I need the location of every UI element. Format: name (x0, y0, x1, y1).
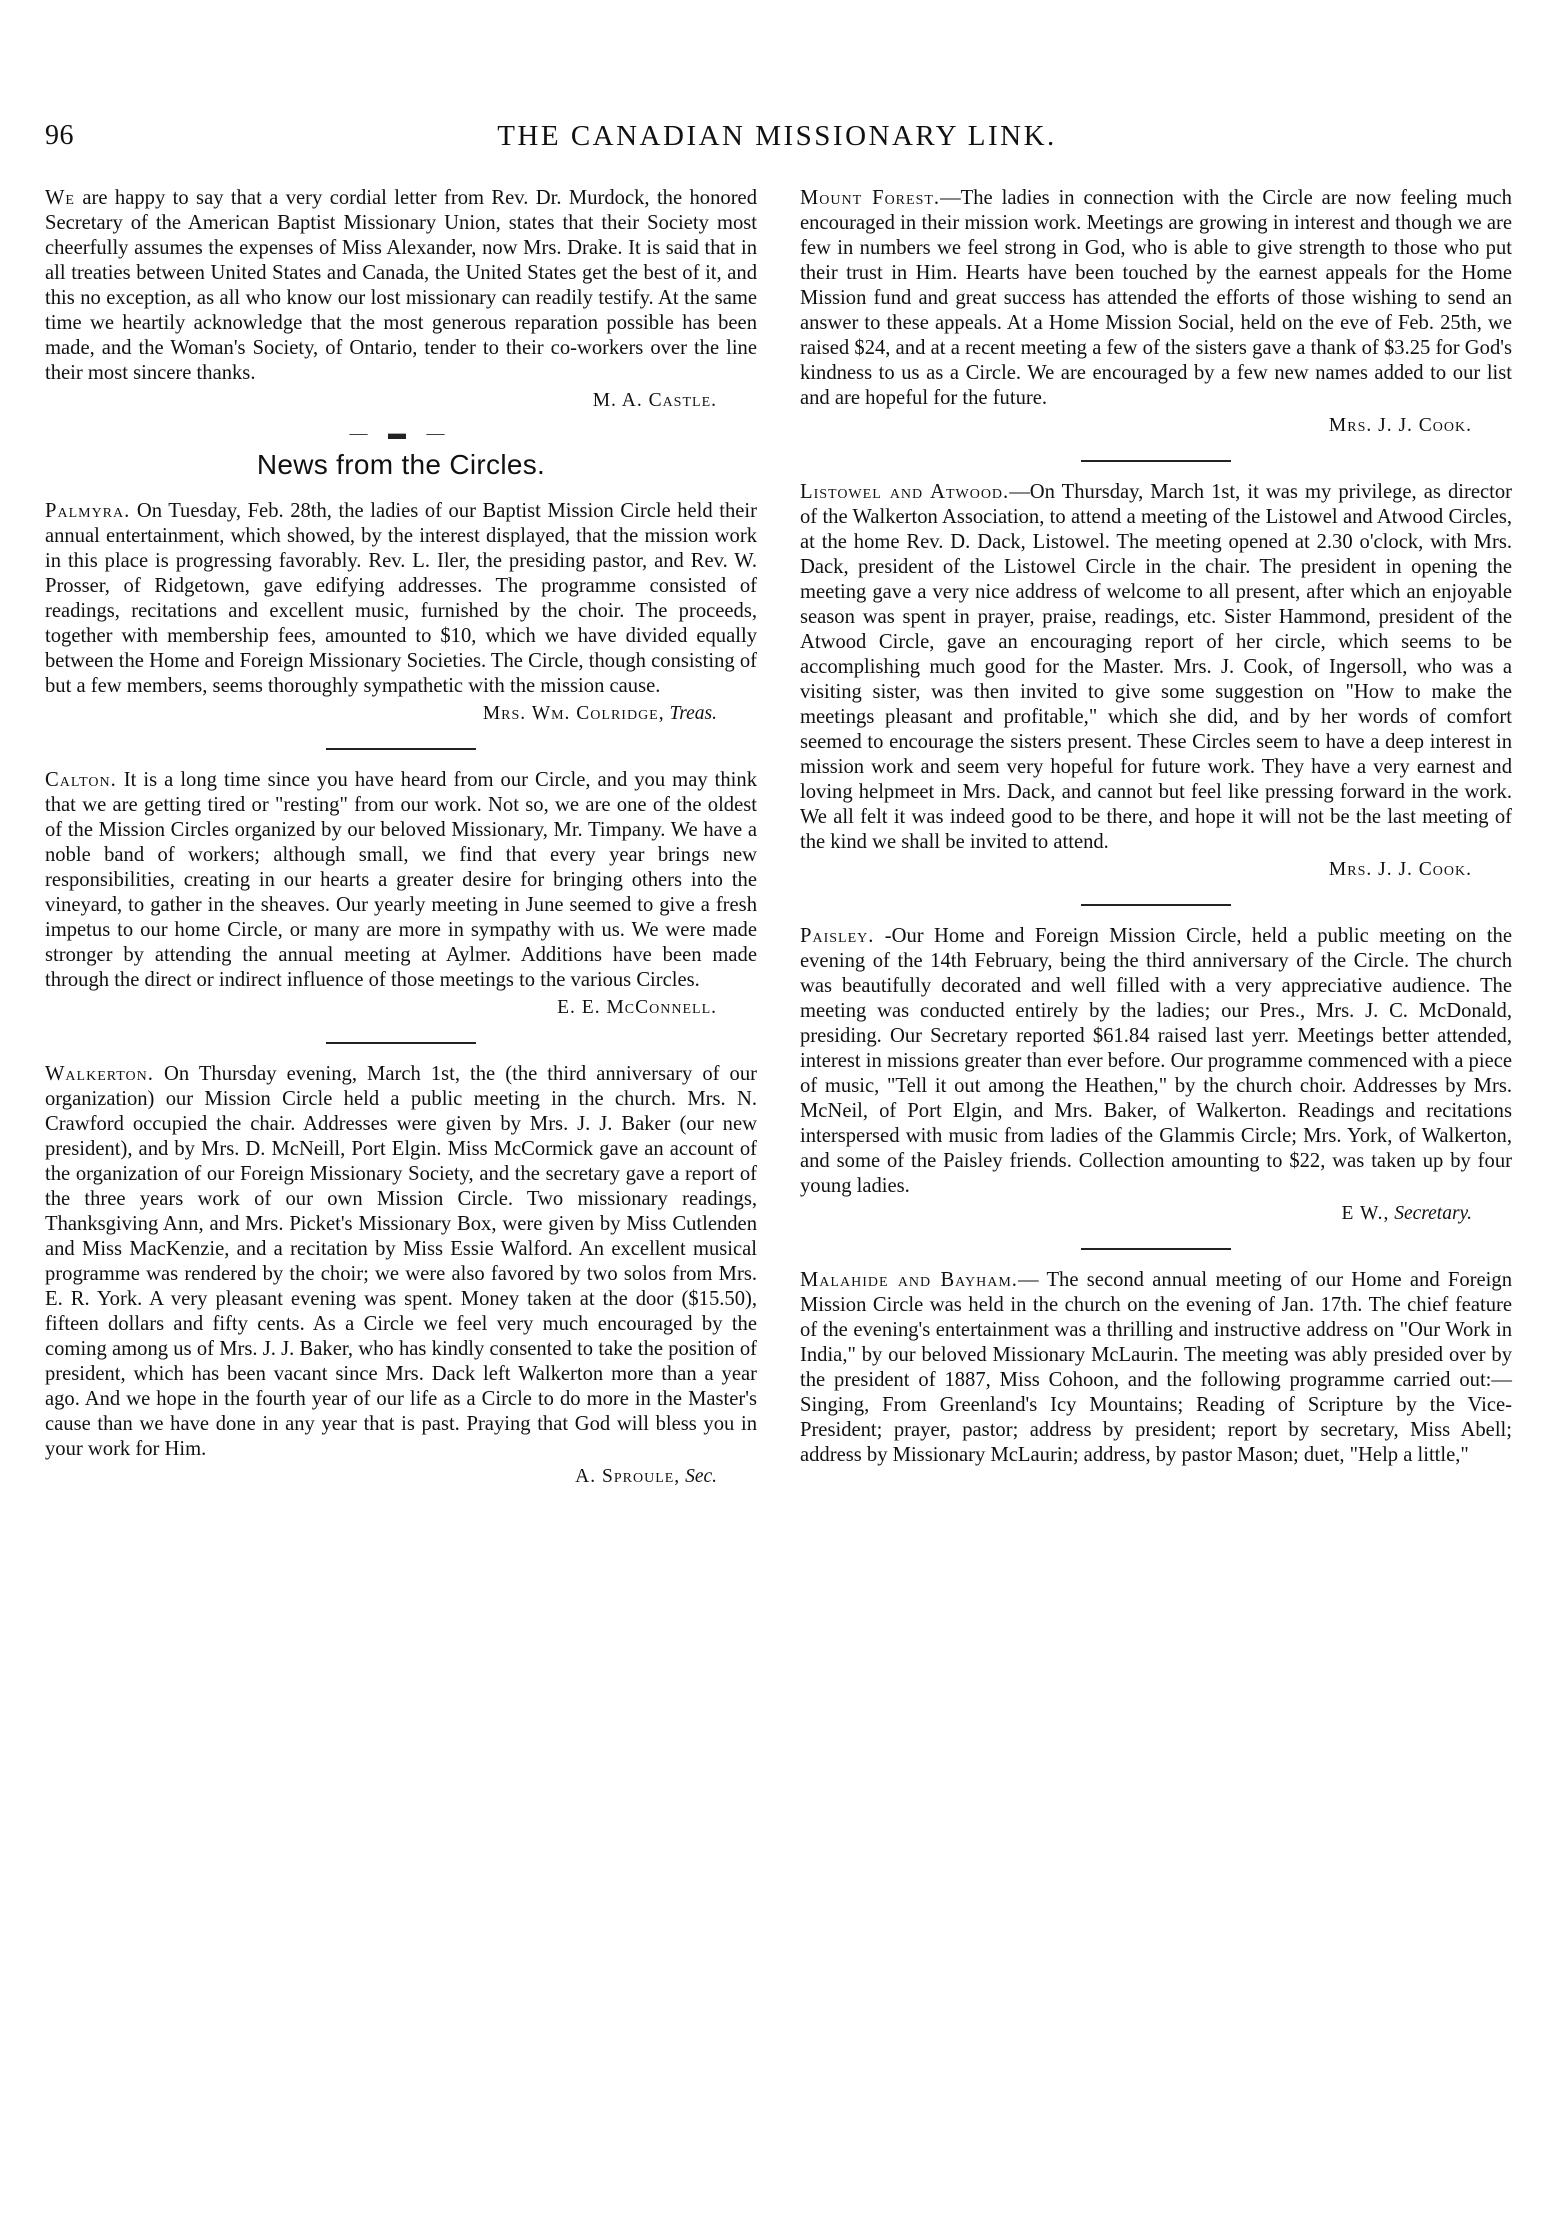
article-malahide-bayham (800, 1268, 1512, 1468)
article-body (45, 768, 757, 993)
article-body (800, 1268, 1512, 1468)
signature-name: A. Sproule, (575, 1466, 681, 1487)
right-column (800, 186, 1512, 1468)
article-walkerton (45, 1062, 757, 1489)
article-signature (45, 1464, 757, 1489)
article-paisley (800, 924, 1512, 1226)
signature-name: Mrs. J. J. Cook. (1328, 859, 1472, 880)
article-lead: Calton. (45, 769, 117, 791)
article-lead: Paisley. (800, 925, 875, 947)
article-palmyra (45, 499, 757, 726)
article-text: —On Thursday, March 1st, it was my privilege, as director of the Walkerton Association, to attend a meeting of the Listowel and Atwood Circles, at the home Rev. D. Dack, Listowel. The meeting opened at 2.30 o'clock, with Mrs. Dack, president of the Listowel Circle in the chair. The president in opening the meeting gave a very nice address of welcome to all present, after which an enjoyable season was spent in prayer, praise, readings, etc. Sister Hammond, president of the Atwood Circle, gave an encouraging report of her circle, which seems to be accomplishing much good for the Master. Mrs. J. Cook, of Ingersoll, who was a visiting sister, was then invited to give some suggestion on "How to make the meetings pleasant and profitable," which she did, and by her words of comfort seemed to encourage the sisters present. These Circles seem to have a deep interest in mission work and seem very hopeful for future work. They have a very earnest and loving helpmeet in Mrs. Dack, and cannot but feel like pressing forward in the work. We all felt it was indeed good to be there, and hope it will not be the last meeting of the kind we shall be invited to attend. (800, 481, 1512, 853)
article-text: — The second annual meeting of our Home and Foreign Mission Circle was held in the church on the evening of Jan. 17th. The chief feature of the evening's entertainment was a thrilling and instructive address on "Our Work in India," by our beloved Missionary McLaurin. The meeting was ably presided over by the president of 1887, Miss Cohoon, and the following programme carried out:—Singing, From Greenland's Icy Mountains; Reading of Scripture by the Vice-President; prayer, pastor; address by president; report by secretary, Miss Abell; address by Missionary McLaurin; address, by pastor Mason; duet, "Help a little," (800, 1269, 1512, 1466)
article-body (800, 924, 1512, 1199)
article-body (45, 1062, 757, 1462)
article-text: -Our Home and Foreign Mission Circle, held a public meeting on the evening of the 14th February, being the third anniversary of the Circle. The church was beautifully decorated and well filled with a very appreciative audience. The meeting was conducted entirely by the ladies; our Pres., Mrs. J. C. McDonald, presiding. Our Secretary reported $61.84 raised last yerr. Meetings better attended, interest in missions greater than ever before. Our programme commenced with a piece of music, "Tell it out among the Heathen," by the church choir. Addresses by Mrs. McNeil, of Port Elgin, and Mrs. Baker, of Walkerton. Readings and recitations interspersed with music from ladies of the Glammis Circle; Mrs. York, of Walkerton, and some of the Paisley friends. Collection amounting to $22, was taken up by four young ladies. (800, 925, 1512, 1197)
article-signature (45, 388, 757, 413)
section-divider (326, 1042, 476, 1044)
page-number: 96 (45, 120, 74, 151)
article-body (45, 499, 757, 699)
section-divider (1081, 904, 1231, 906)
signature-role: Sec. (685, 1466, 717, 1487)
article-text: On Tuesday, Feb. 28th, the ladies of our Baptist Mission Circle held their annual entertainment, which showed, by the interest displayed, that the mission work in this place is progressing favorably. Rev. L. Iler, the presiding pastor, and Rev. W. Prosser, of Ridgetown, gave edifying addresses. The programme consisted of readings, recitations and excellent music, furnished by the choir. The proceeds, together with membership fees, amounted to $10, which we have divided equally between the Home and Foreign Missionary Societies. The Circle, though consisting of but a few members, seems thoroughly sympathetic with the mission cause. (45, 500, 757, 697)
article-text: are happy to say that a very cordial letter from Rev. Dr. Murdock, the honored Secretary of the American Baptist Missionary Union, states that their Society most cheerfully assumes the expenses of Miss Alexander, now Mrs. Drake. It is said that in all treaties between United States and Canada, the United States get the best of it, and this no exception, as all who know our lost missionary can readily testify. At the same time we heartily acknowledge that the most generous reparation possible has been made, and the Woman's Society, of Ontario, tender to their co-workers over the line their most sincere thanks. (45, 187, 757, 384)
signature-role: Secretary. (1394, 1203, 1472, 1224)
article-signature (45, 995, 757, 1020)
left-column (45, 186, 757, 1489)
article-lead: Mount Forest. (800, 187, 941, 209)
article-listowel-atwood (800, 480, 1512, 882)
article-intro (45, 186, 757, 413)
journal-title: THE CANADIAN MISSIONARY LINK. (497, 120, 1057, 152)
article-signature (800, 413, 1512, 438)
signature-name: Mrs. Wm. Colridge, (482, 703, 665, 724)
section-divider (326, 748, 476, 750)
article-lead: We (45, 187, 75, 209)
article-signature (800, 1201, 1512, 1226)
article-text: On Thursday evening, March 1st, the (the third anniversary of our organization) our Mission Circle held a public meeting in the church. Mrs. N. Crawford occupied the chair. Addresses were given by Mrs. J. J. Baker (our new president), and by Mrs. D. McNeill, Port Elgin. Miss McCormick gave an account of the organization of our Foreign Missionary Society, and the secretary gave a report of the three years work of our own Mission Circle. Two missionary readings, Thanksgiving Ann, and Mrs. Picket's Missionary Box, were given by Miss Cutlenden and Miss MacKenzie, and a recitation by Miss Essie Walford. An excellent musical programme was rendered by the choir; we were also favored by two solos from Mrs. E. R. York. A very pleasant evening was spent. Money taken at the door ($15.50), fifteen dollars and fifty cents. As a Circle we feel very much encouraged by the coming among us of Mrs. J. J. Baker, who has kindly consented to take the position of president, which has been vacant since Mrs. Dack left Walkerton more than a year ago. And we hope in the fourth year of our life as a Circle to do more in the Master's cause than we have done in any year that is past. Praying that God will bless you in your work for Him. (45, 1063, 757, 1460)
article-text: —The ladies in connection with the Circle are now feeling much encouraged in their mission work. Meetings are growing in interest and though we are few in numbers we feel strong in God, who is able to give strength to those who put their trust in Him. Hearts have been touched by the earnest appeals for the Home Mission fund and great success has attended the efforts of those wishing to send an answer to these appeals. At a Home Mission Social, held on the eve of Feb. 25th, we raised $24, and at a recent meeting a few of the sisters gave a thank of $3.25 for God's kindness to us as a Circle. We are encouraged by a few new names added to our list and are hopeful for the future. (800, 187, 1512, 409)
signature-name: M. A. Castle. (592, 390, 717, 411)
signature-name: E W., (1341, 1203, 1390, 1224)
article-lead: Walkerton. (45, 1063, 154, 1085)
article-signature (800, 857, 1512, 882)
section-heading: News from the Circles. (256, 449, 546, 480)
article-signature (45, 701, 757, 726)
article-lead: Palmyra. (45, 500, 131, 522)
signature-name: E. E. McConnell. (557, 997, 717, 1018)
section-divider (1081, 1248, 1231, 1250)
article-text: It is a long time since you have heard from our Circle, and you may think that we are getting tired or "resting" from our work. Not so, we are one of the oldest of the Mission Circles organized by our beloved Missionary, Mr. Timpany. We have a noble band of workers; although small, we find that every year brings new responsibilities, creating in our hearts a greater desire for bringing others into the vineyard, to gather in the sheaves. Our yearly meeting in June seemed to give a fresh impetus to our home Circle, or many are more in sympathy with us. We were made stronger by attending the annual meeting at Aylmer. Additions have been made through the direct or indirect influence of those meetings to the various Circles. (45, 769, 757, 991)
article-body (45, 186, 757, 386)
article-lead: Listowel and Atwood. (800, 481, 1010, 503)
article-body (800, 186, 1512, 411)
ornament-divider: — ▬ — (349, 423, 453, 443)
section-divider (1081, 460, 1231, 462)
article-lead: Malahide and Bayham. (800, 1269, 1018, 1291)
running-head (45, 120, 1509, 160)
article-body (800, 480, 1512, 855)
signature-role: Treas. (669, 703, 717, 724)
article-mount-forest (800, 186, 1512, 438)
signature-name: Mrs. J. J. Cook. (1328, 415, 1472, 436)
article-calton (45, 768, 757, 1020)
